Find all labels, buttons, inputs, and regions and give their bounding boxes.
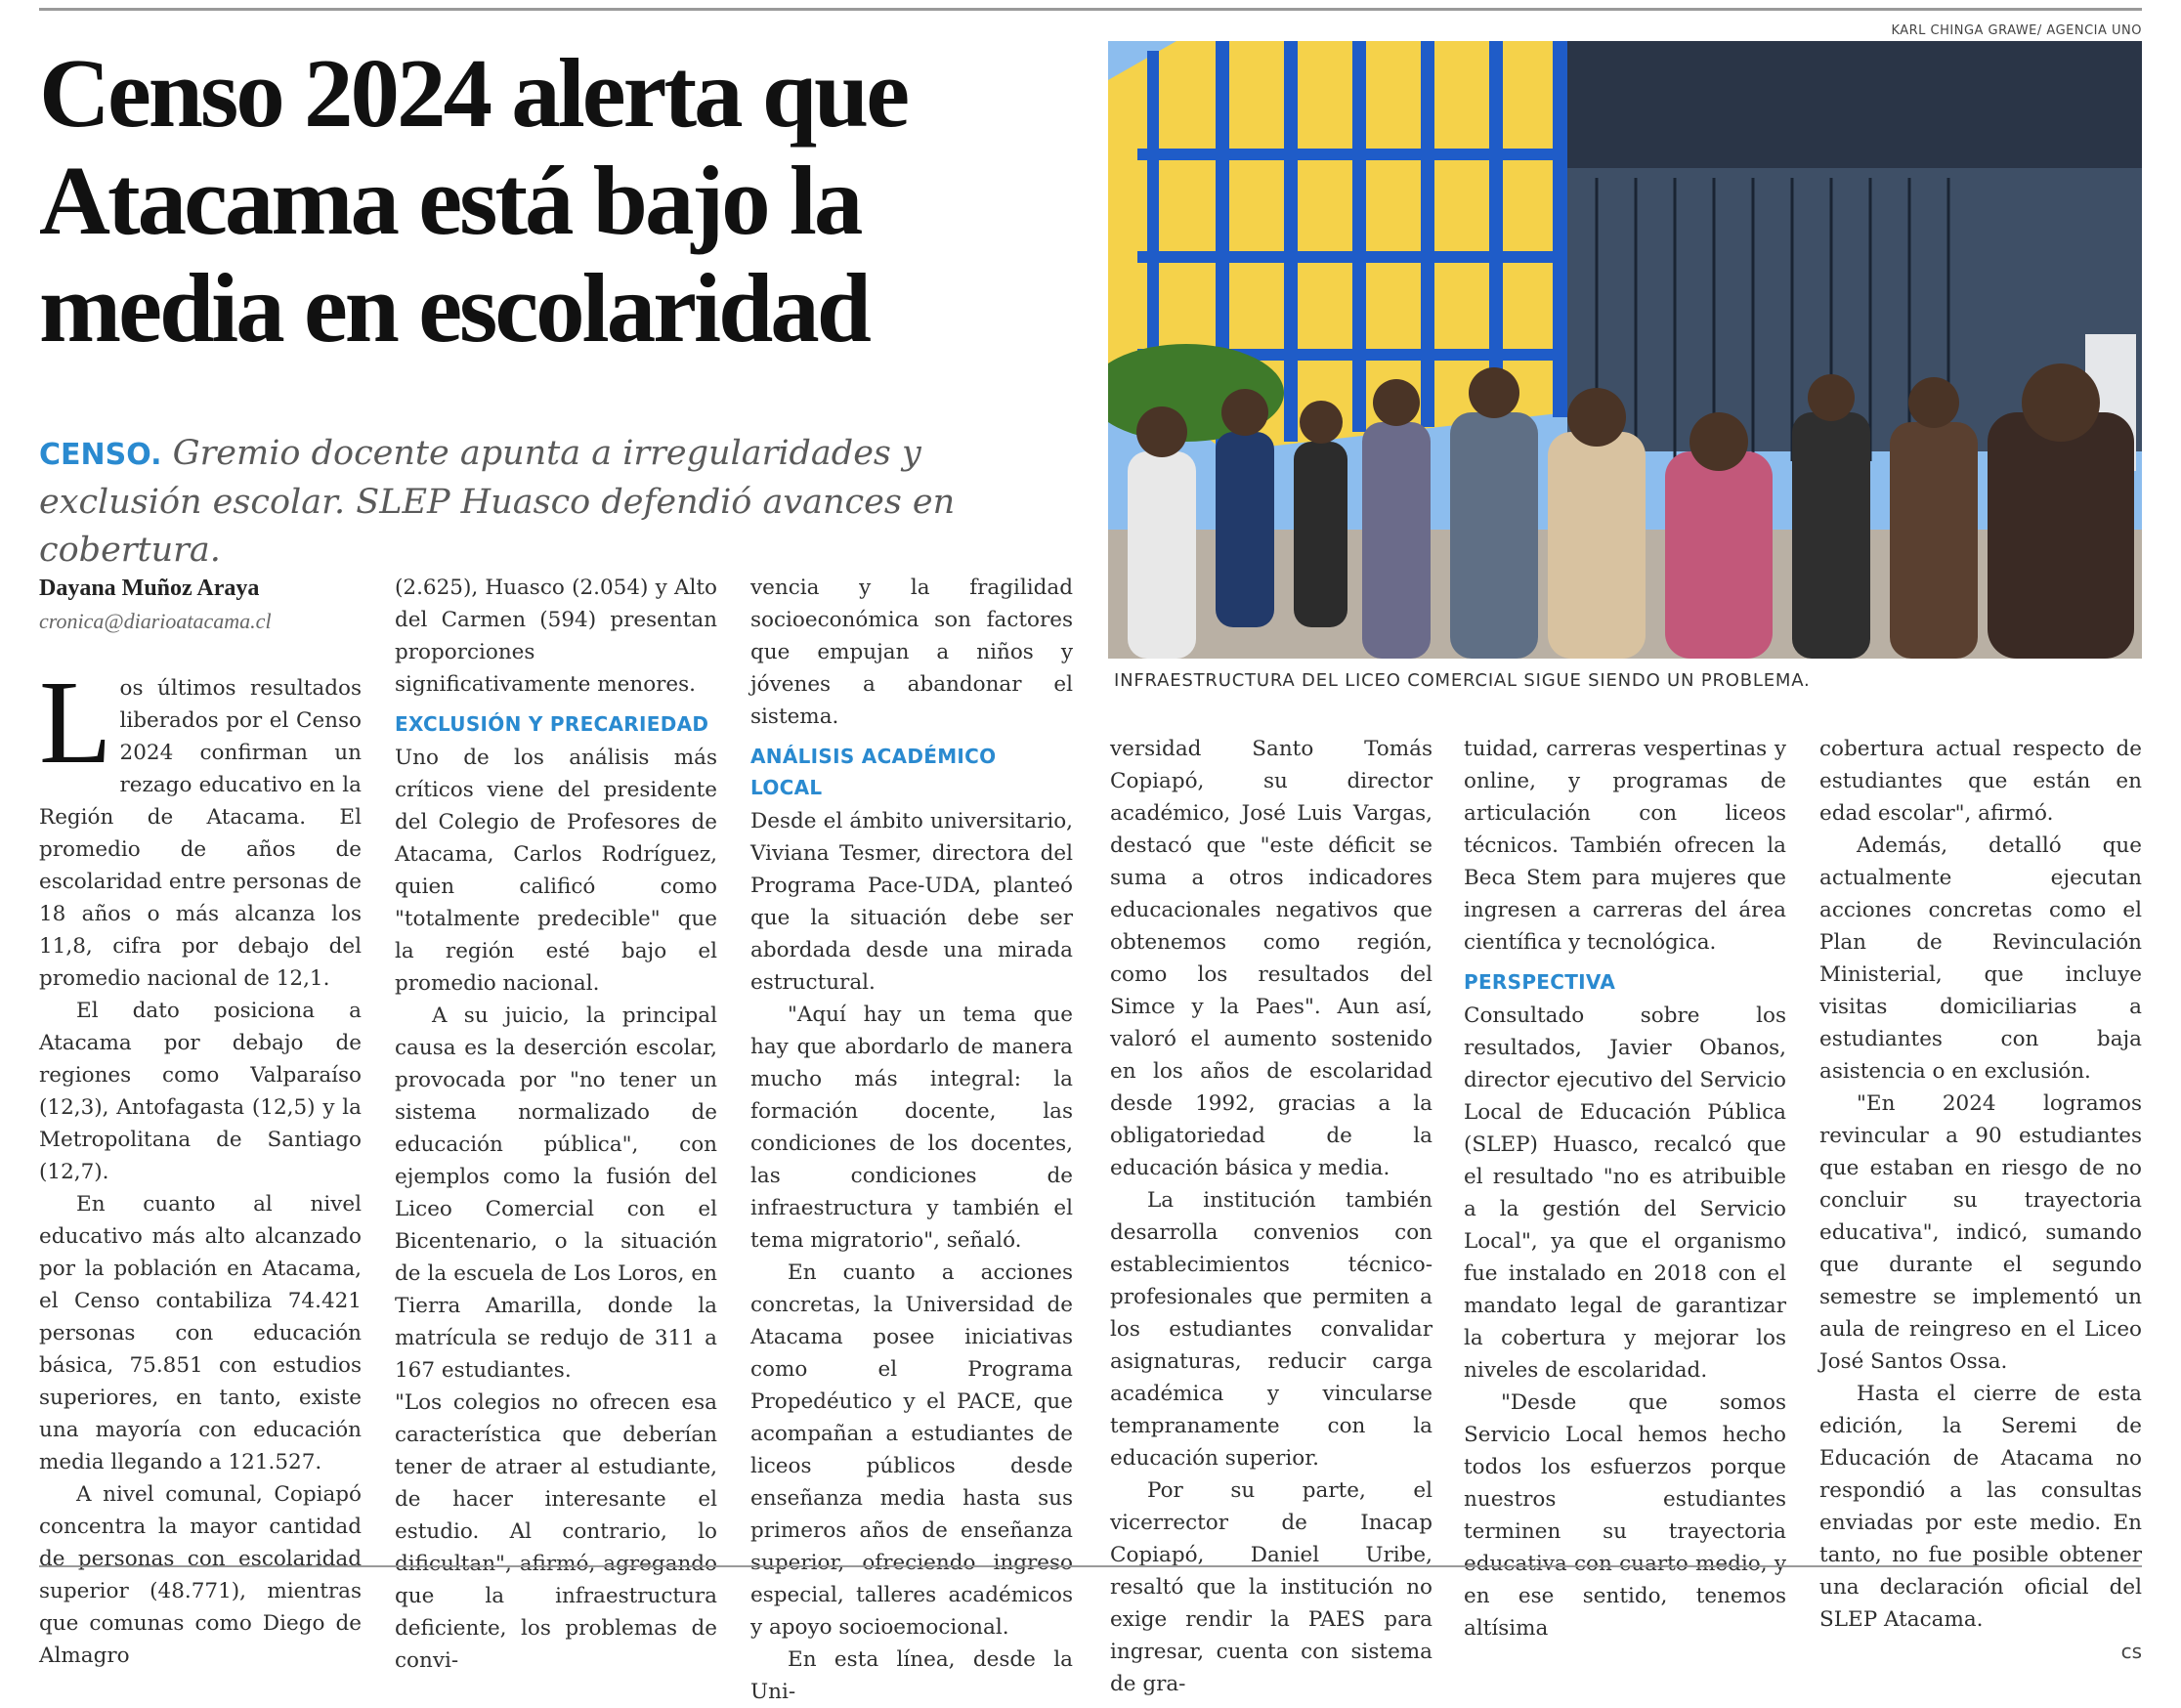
column-5 — [1464, 733, 1786, 1644]
paragraph: Desde el ámbito universitario, Viviana Tesmer, directora del Programa Pace-UDA, planteó que la situación debe ser abordada desde una mirada estructural. — [750, 809, 1073, 995]
paragraph: "Aquí hay un tema que hay que abordarlo de manera mucho más integral: la formación docente, las condiciones de los docentes, las condiciones de infraestructura y también el tema migratorio", señaló. — [750, 1003, 1073, 1253]
paragraph: versidad Santo Tomás Copiapó, su director académico, José Luis Vargas, destacó que "este déficit se suma a otros indicadores educacionales negativos que obtenemos como región, como los resultados del Simce y la Paes". Aun así, valoró el aumento sostenido en los años de escolaridad desde 1992, gracias a la obligatoriedad de la educación básica y media. — [1110, 737, 1433, 1180]
column-4 — [1110, 733, 1433, 1700]
photo-credit: KARL CHINGA GRAWE/ AGENCIA UNO — [1891, 23, 2142, 38]
paragraph: En esta línea, desde la Uni- — [750, 1647, 1073, 1704]
author-email[interactable]: cronica@diarioatacama.cl — [39, 609, 272, 633]
paragraph: vencia y la fragilidad socioeconómica son factores que empujan a niños y jóvenes a abandonar el sistema. — [750, 576, 1073, 729]
paragraph: En cuanto a acciones concretas, la Universidad de Atacama posee iniciativas como el Programa Propedéutico y el PACE, que acompañan a estudiantes de liceos públicos desde enseñanza media hasta sus primeros años de enseñanza superior, ofreciendo ingreso especial, talleres académicos y apoyo socioemocional. — [750, 1260, 1073, 1640]
paragraph: "Desde que somos Servicio Local hemos hecho todos los esfuerzos porque nuestros estudiantes terminen su trayectoria educativa con cuarto medio, y en ese sentido, tenemos altísima — [1464, 1390, 1786, 1641]
paragraph: cobertura actual respecto de estudiantes que están en edad escolar", afirmó. — [1819, 737, 2142, 826]
article-photo — [1108, 41, 2142, 659]
column-3 — [750, 572, 1073, 1708]
paragraph: A nivel comunal, Copiapó concentra la mayor cantidad de personas con escolaridad superior (48.771), mientras que comunas como Diego de Almagro — [39, 1482, 362, 1668]
subhead-exclusion: EXCLUSIÓN Y PRECARIEDAD — [395, 712, 709, 736]
deck — [39, 430, 1094, 575]
paragraph: A su juicio, la principal causa es la deserción escolar, provocada por "no tener un sistema normalizado de educación pública", con ejemplos como la fusión del Liceo Comercial con el Bicentenario, o la situación de la escuela de Los Loros, en Tierra Amarilla, donde la matrícula se redujo de 311 a 167 estudiantes. — [395, 1003, 717, 1383]
paragraph — [39, 657, 362, 995]
paragraph: Hasta el cierre de esta edición, la Seremi de Educación de Atacama no respondió a las consultas enviadas por este medio. En tanto, no fue posible obtener una declaración oficial del SLEP Atacama. — [1819, 1382, 2142, 1632]
author: Dayana Muñoz Araya — [39, 576, 260, 601]
subhead-perspective: PERSPECTIVA — [1464, 970, 1616, 994]
school-photo-illustration — [1108, 41, 2142, 659]
subhead-analysis: ANÁLISIS ACADÉMICO LOCAL — [750, 745, 997, 799]
paragraph: Uno de los análisis más críticos viene del presidente del Colegio de Profesores de Atacama, Carlos Rodríguez, quien calificó como "totalmente predecible" que la región esté bajo el promedio nacional. — [395, 746, 717, 996]
paragraph: Por su parte, el vicerrector de Inacap Copiapó, Daniel Uribe, resaltó que la institución no exige rendir la PAES para ingresar, cuenta con sistema de gra- — [1110, 1478, 1433, 1696]
paragraph: En cuanto al nivel educativo más alto alcanzado por la población en Atacama, el Censo contabiliza 74.421 personas con educación básica, 75.851 con estudios superiores, en tanto, existe una mayoría con educación media llegando a 121.527. — [39, 1192, 362, 1474]
paragraph: La institución también desarrolla convenios con establecimientos técnico-profesionales que permiten a los estudiantes convalidar asignaturas, reducir carga académica y vincularse tempranamente con la educación superior. — [1110, 1188, 1433, 1471]
byline — [39, 572, 371, 638]
top-rule — [39, 8, 2142, 11]
deck-text: Gremio docente apunta a irregularidades y exclusión escolar. SLEP Huasco defendió avances en cobertura. — [39, 434, 956, 570]
bottom-rule — [39, 1565, 2142, 1567]
headline: Censo 2024 alerta que Atacama está bajo la media en escolaridad — [39, 38, 908, 363]
end-mark: cs — [2120, 1640, 2142, 1663]
column-2 — [395, 572, 717, 1677]
column-6 — [1819, 733, 2142, 1668]
column-1 — [39, 657, 362, 1672]
paragraph: (2.625), Huasco (2.054) y Alto del Carmen (594) presentan proporciones significativamente menores. — [395, 576, 717, 697]
deck-tag: CENSO. — [39, 438, 162, 472]
paragraph-text: os últimos resultados liberados por el Censo 2024 confirman un rezago educativo en la Región de Atacama. El promedio de años de escolaridad entre personas de 18 años o más alcanza los 11,8, cifra por debajo del promedio nacional de 12,1. — [39, 676, 362, 991]
paragraph: tuidad, carreras vespertinas y online, y programas de articulación con liceos técnicos. También ofrecen la Beca Stem para mujeres que ingresen a carreras del área científica y tecnológica. — [1464, 737, 1786, 955]
paragraph: Además, detalló que actualmente ejecutan acciones concretas como el Plan de Revinculación Ministerial, que incluye visitas domiciliarias a estudiantes con baja asistencia o en exclusión. — [1819, 833, 2142, 1084]
paragraph: El dato posiciona a Atacama por debajo de regiones como Valparaíso (12,3), Antofagasta (12,5) y la Metropolitana de Santiago (12,7). — [39, 999, 362, 1184]
drop-cap: L — [39, 657, 112, 789]
paragraph: Consultado sobre los resultados, Javier Obanos, director ejecutivo del Servicio Local de Educación Pública (SLEP) Huasco, recalcó que el resultado "no es atribuible a la gestión del Servicio Local", ya que el organismo fue instalado en 2018 con el mandato legal de garantizar la cobertura y mejorar los niveles de escolaridad. — [1464, 1003, 1786, 1383]
photo-caption: INFRAESTRUCTURA DEL LICEO COMERCIAL SIGUE SIENDO UN PROBLEMA. — [1114, 670, 1811, 691]
paragraph: "En 2024 logramos revincular a 90 estudiantes que estaban en riesgo de no concluir su trayectoria educativa", indicó, sumando que durante el segundo semestre se implementó un aula de reingreso en el Liceo José Santos Ossa. — [1819, 1091, 2142, 1374]
paragraph: "Los colegios no ofrecen esa característica que deberían tener de atraer al estudiante, de hacer interesante el estudio. Al contrario, lo dificultan", afirmó, agregando que la infraestructura deficiente, los problemas de convi- — [395, 1390, 717, 1673]
